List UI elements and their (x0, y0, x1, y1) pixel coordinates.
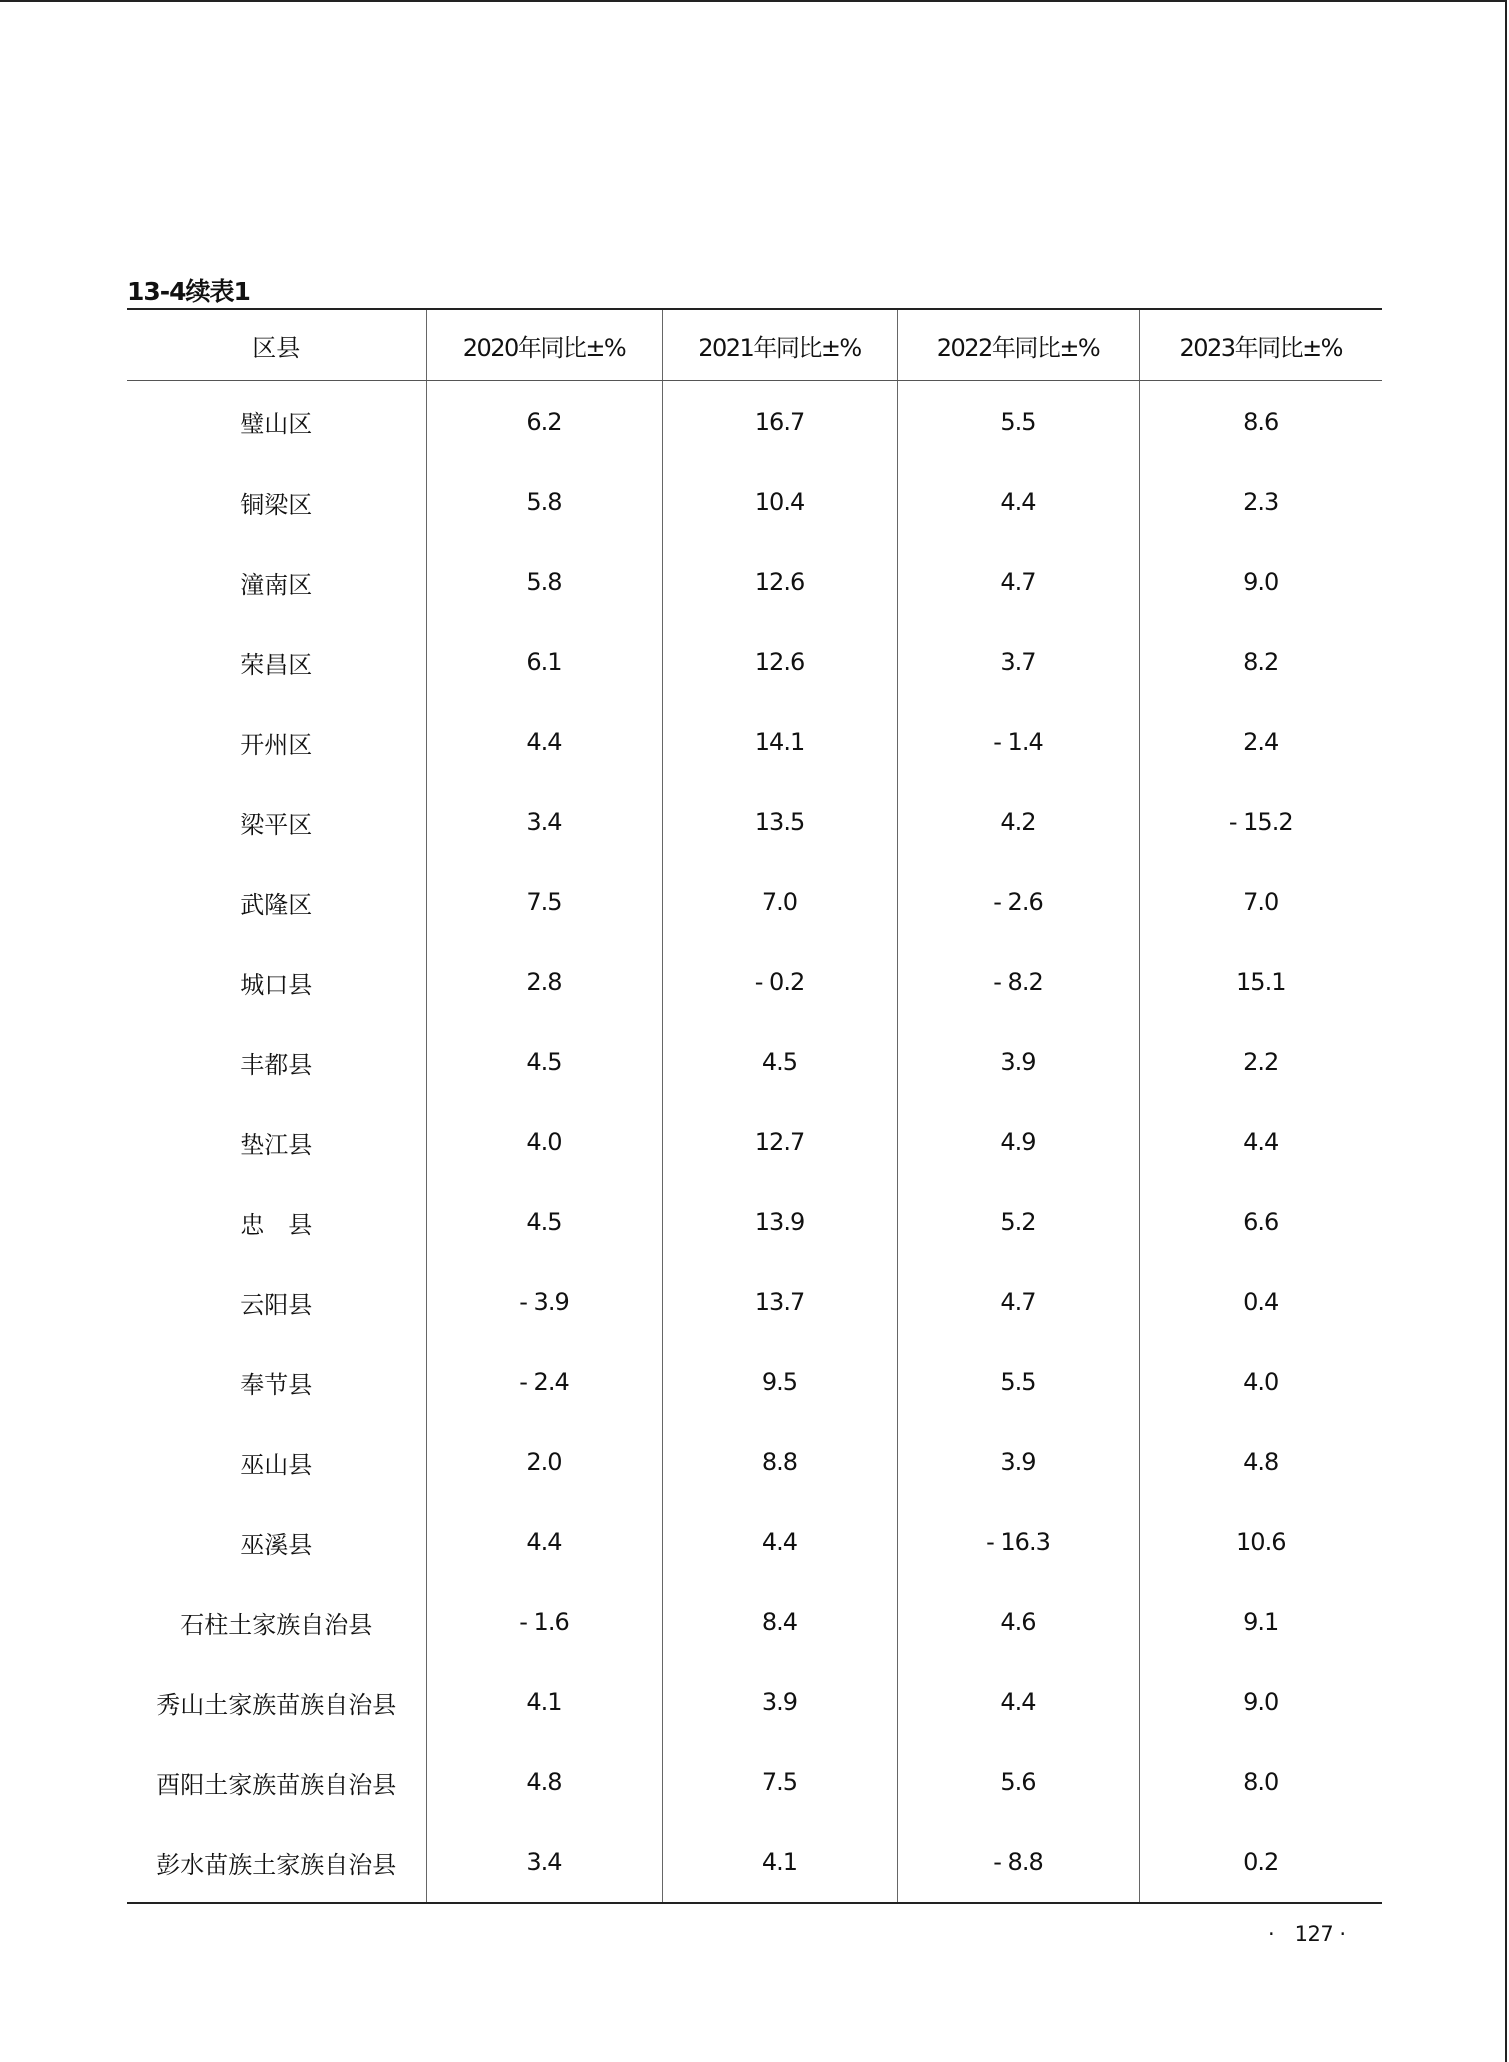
value-2021-cell: 10.4 (662, 462, 897, 542)
county-cell: 奉节县 (240, 1370, 313, 1399)
value-2021-cell: 14.1 (662, 702, 897, 782)
value-2020-cell: - 3.9 (426, 1262, 662, 1342)
value-2021-cell: 4.4 (662, 1502, 897, 1582)
table-row (127, 1502, 1382, 1582)
table-caption: 13-4续表1 (127, 277, 250, 306)
value-2021-cell: 13.9 (662, 1182, 897, 1262)
value-2022-cell: 4.4 (897, 462, 1139, 542)
value-2021-cell: 9.5 (662, 1342, 897, 1422)
value-2023-cell: 4.4 (1139, 1102, 1382, 1182)
value-2023-cell: 2.2 (1139, 1022, 1382, 1102)
table-row (127, 942, 1382, 1022)
county-cell: 璧山区 (240, 410, 313, 438)
value-2022-cell: 5.6 (897, 1742, 1139, 1822)
county-cell: 酉阳土家族苗族自治县 (156, 1770, 397, 1799)
county-cell: 荣昌区 (240, 650, 313, 679)
value-2023-cell: 0.2 (1139, 1822, 1382, 1903)
value-2022-cell: - 1.4 (897, 702, 1139, 782)
county-cell: 巫溪县 (240, 1530, 313, 1559)
county-cell: 巫山县 (240, 1450, 313, 1479)
value-2020-cell: 4.4 (426, 702, 662, 782)
table-row (127, 1342, 1382, 1422)
value-2023-cell: 4.8 (1139, 1422, 1382, 1502)
column-header-2020: 2020年同比±% (426, 309, 662, 381)
value-2020-cell: 4.1 (426, 1662, 662, 1742)
table-body (127, 381, 1382, 1904)
table-row (127, 782, 1382, 862)
value-2020-cell: 6.1 (426, 622, 662, 702)
value-2020-cell: 6.2 (426, 381, 662, 463)
value-2020-cell: - 2.4 (426, 1342, 662, 1422)
county-cell: 丰都县 (240, 1050, 313, 1079)
value-2020-cell: 2.0 (426, 1422, 662, 1502)
county-cell: 云阳县 (240, 1290, 313, 1319)
column-header-2022: 2022年同比±% (897, 309, 1139, 381)
column-header-2021: 2021年同比±% (662, 309, 897, 381)
table-row (127, 1742, 1382, 1822)
county-cell: 潼南区 (240, 570, 313, 599)
value-2023-cell: - 15.2 (1139, 782, 1382, 862)
value-2022-cell: 5.2 (897, 1182, 1139, 1262)
value-2023-cell: 8.0 (1139, 1742, 1382, 1822)
table-row (127, 1822, 1382, 1903)
county-cell: 武隆区 (240, 890, 313, 919)
value-2021-cell: 12.6 (662, 542, 897, 622)
value-2020-cell: 3.4 (426, 782, 662, 862)
county-cell: 彭水苗族土家族自治县 (156, 1850, 397, 1879)
data-table (127, 308, 1382, 1904)
value-2023-cell: 9.0 (1139, 1662, 1382, 1742)
page-number: · 127 · (1268, 1922, 1346, 1946)
county-cell: 秀山土家族苗族自治县 (156, 1690, 397, 1719)
value-2023-cell: 7.0 (1139, 862, 1382, 942)
value-2023-cell: 9.0 (1139, 542, 1382, 622)
table-row (127, 462, 1382, 542)
value-2022-cell: - 16.3 (897, 1502, 1139, 1582)
value-2020-cell: 5.8 (426, 542, 662, 622)
table-row (127, 622, 1382, 702)
value-2022-cell: 4.4 (897, 1662, 1139, 1742)
value-2021-cell: 3.9 (662, 1662, 897, 1742)
value-2022-cell: 4.2 (897, 782, 1139, 862)
value-2020-cell: 7.5 (426, 862, 662, 942)
value-2023-cell: 4.0 (1139, 1342, 1382, 1422)
value-2023-cell: 0.4 (1139, 1262, 1382, 1342)
table-row (127, 1262, 1382, 1342)
value-2021-cell: 7.5 (662, 1742, 897, 1822)
value-2022-cell: - 8.2 (897, 942, 1139, 1022)
value-2021-cell: 4.1 (662, 1822, 897, 1903)
table-row (127, 1182, 1382, 1262)
value-2022-cell: 3.9 (897, 1422, 1139, 1502)
value-2022-cell: 5.5 (897, 1342, 1139, 1422)
table-row (127, 1022, 1382, 1102)
value-2023-cell: 15.1 (1139, 942, 1382, 1022)
value-2021-cell: 8.8 (662, 1422, 897, 1502)
county-cell: 铜梁区 (240, 490, 313, 519)
column-header-county: 区县 (127, 309, 426, 381)
value-2022-cell: - 8.8 (897, 1822, 1139, 1903)
table-row (127, 862, 1382, 942)
value-2020-cell: 4.8 (426, 1742, 662, 1822)
value-2020-cell: - 1.6 (426, 1582, 662, 1662)
value-2020-cell: 4.4 (426, 1502, 662, 1582)
value-2022-cell: 5.5 (897, 381, 1139, 463)
value-2021-cell: 8.4 (662, 1582, 897, 1662)
value-2021-cell: 12.7 (662, 1102, 897, 1182)
county-cell: 开州区 (240, 730, 313, 759)
value-2022-cell: - 2.6 (897, 862, 1139, 942)
value-2023-cell: 9.1 (1139, 1582, 1382, 1662)
value-2021-cell: 16.7 (662, 381, 897, 463)
value-2022-cell: 3.7 (897, 622, 1139, 702)
value-2022-cell: 3.9 (897, 1022, 1139, 1102)
table-row (127, 542, 1382, 622)
county-cell: 城口县 (240, 970, 313, 999)
value-2020-cell: 4.5 (426, 1022, 662, 1102)
value-2021-cell: 12.6 (662, 622, 897, 702)
county-cell: 忠 县 (240, 1210, 313, 1239)
value-2023-cell: 8.2 (1139, 622, 1382, 702)
value-2021-cell: 13.7 (662, 1262, 897, 1342)
value-2023-cell: 10.6 (1139, 1502, 1382, 1582)
table-row (127, 1102, 1382, 1182)
value-2022-cell: 4.6 (897, 1582, 1139, 1662)
value-2020-cell: 4.5 (426, 1182, 662, 1262)
table-row (127, 1662, 1382, 1742)
value-2023-cell: 2.3 (1139, 462, 1382, 542)
value-2021-cell: - 0.2 (662, 942, 897, 1022)
table-row (127, 1422, 1382, 1502)
value-2023-cell: 8.6 (1139, 381, 1382, 463)
value-2021-cell: 4.5 (662, 1022, 897, 1102)
column-header-2023: 2023年同比±% (1139, 309, 1382, 381)
table-row (127, 1582, 1382, 1662)
value-2020-cell: 5.8 (426, 462, 662, 542)
county-cell: 垫江县 (240, 1130, 313, 1159)
table-row (127, 381, 1382, 463)
value-2020-cell: 3.4 (426, 1822, 662, 1903)
value-2022-cell: 4.7 (897, 1262, 1139, 1342)
county-cell: 石柱土家族自治县 (180, 1610, 373, 1639)
value-2023-cell: 6.6 (1139, 1182, 1382, 1262)
value-2020-cell: 4.0 (426, 1102, 662, 1182)
value-2021-cell: 7.0 (662, 862, 897, 942)
county-cell: 梁平区 (240, 810, 313, 839)
value-2022-cell: 4.7 (897, 542, 1139, 622)
value-2023-cell: 2.4 (1139, 702, 1382, 782)
table-header-row (127, 309, 1382, 381)
value-2021-cell: 13.5 (662, 782, 897, 862)
table-row (127, 702, 1382, 782)
value-2020-cell: 2.8 (426, 942, 662, 1022)
value-2022-cell: 4.9 (897, 1102, 1139, 1182)
